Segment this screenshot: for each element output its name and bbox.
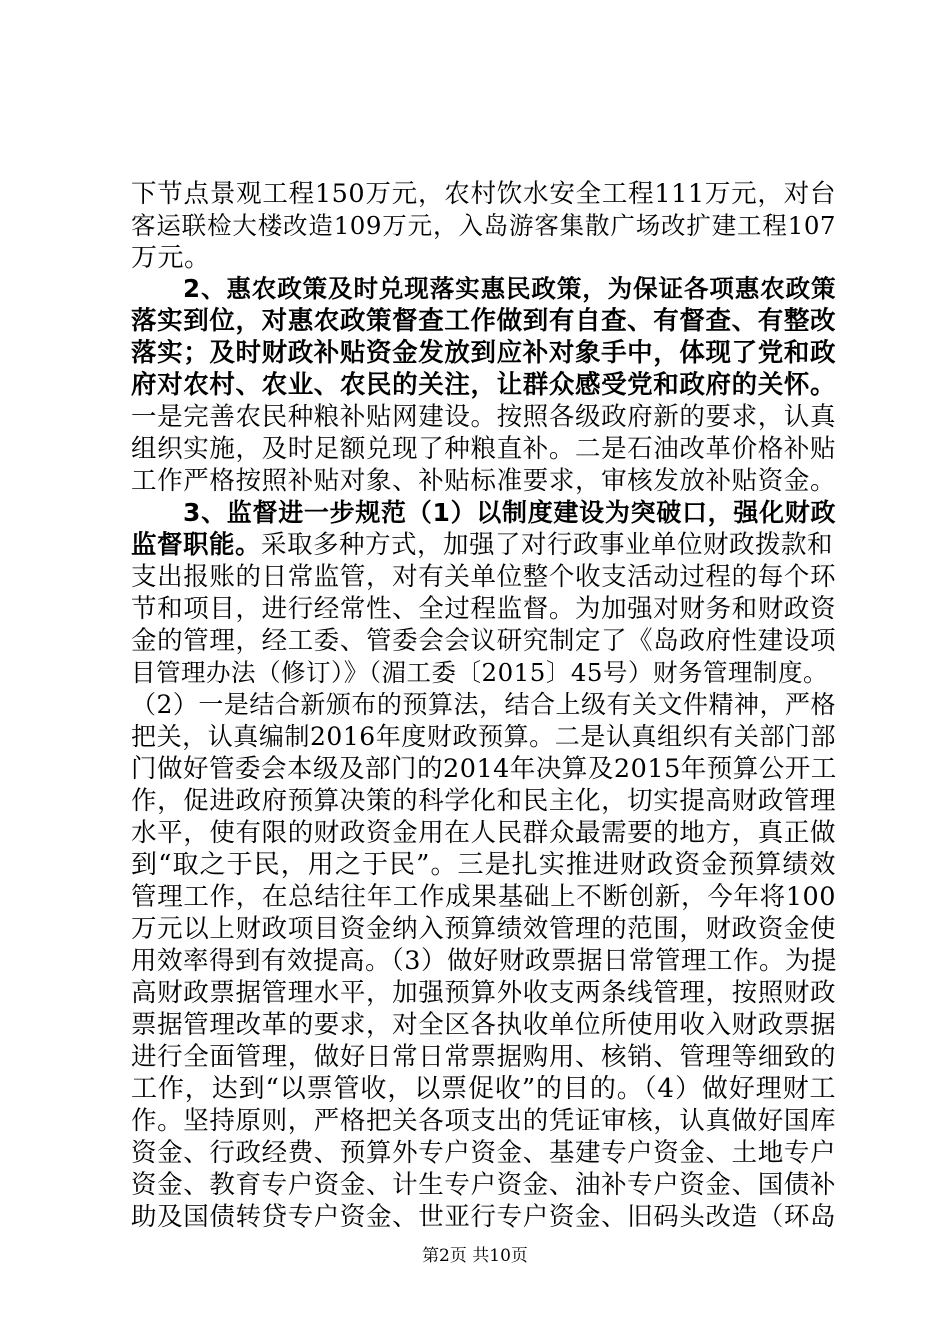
body-line: 一是完善农民种粮补贴网建设。按照各级政府新的要求，认真 [131, 402, 836, 432]
section-heading-line: 2、惠农政策及时兑现落实惠民政策，为保证各项惠农政策 [183, 274, 836, 303]
body-line: 工作严格按照补贴对象、补贴标准要求，审核发放补贴资金。 [131, 466, 836, 496]
body-line: 用效率得到有效提高。（3）做好财政票据日常管理工作。为提 [131, 946, 837, 976]
body-line: 作。坚持原则，严格把关各项支出的凭证审核，认真做好国库 [131, 1106, 836, 1136]
body-line: 水平，使有限的财政资金用在人民群众最需要的地方，真正做 [131, 818, 836, 848]
body-line: 资金、教育专户资金、计生专户资金、油补专户资金、国债补 [131, 1170, 836, 1200]
page-number-footer: 第2页 共10页 [422, 1246, 528, 1266]
body-line: 组织实施，及时足额兑现了种粮直补。二是石油改革价格补贴 [131, 434, 836, 464]
body-text-run: 采取多种方式，加强了对行政事业单位财政拨款和 [261, 530, 834, 560]
body-line: 门做好管委会本级及部门的2014年决算及2015年预算公开工 [131, 754, 837, 784]
section-heading-tail: 监督职能。 [131, 530, 262, 560]
body-line: 支出报账的日常监管，对有关单位整个收支活动过程的每个环 [131, 562, 836, 592]
body-line: 万元。 [131, 243, 211, 273]
body-line: （2）一是结合新颁布的预算法，结合上级有关文件精神，严格 [131, 690, 836, 719]
body-line: 资金、行政经费、预算外专户资金、基建专户资金、土地专户 [131, 1138, 836, 1168]
body-line-mixed [131, 529, 836, 561]
body-line: 目管理办法（修订）》（湄工委〔2015〕45号）财务管理制度。 [131, 658, 829, 687]
body-line: 万元以上财政项目资金纳入预算绩效管理的范围，财政资金使 [131, 914, 836, 944]
body-line: 工作，达到“以票管收，以票促收”的目的。（4）做好理财工 [131, 1074, 836, 1104]
body-line: 助及国债转贷专户资金、世亚行专户资金、旧码头改造（环岛 [131, 1202, 836, 1232]
body-line: 票据管理改革的要求，对全区各执收单位所使用收入财政票据 [131, 1010, 836, 1040]
body-line: 节和项目，进行经常性、全过程监督。为加强对财务和财政资 [131, 594, 836, 624]
section-heading-line: 落实；及时财政补贴资金发放到应补对象手中，体现了党和政 [131, 338, 836, 368]
section-heading-line: 3、监督进一步规范（1）以制度建设为突破口，强化财政 [183, 498, 836, 527]
body-line: 进行全面管理，做好日常日常票据购用、核销、管理等细致的 [131, 1042, 836, 1072]
body-line: 金的管理，经工委、管委会会议研究制定了《岛政府性建设项 [131, 626, 836, 656]
section-heading-line: 落实到位，对惠农政策督查工作做到有自查、有督查、有整改 [131, 306, 836, 336]
body-line: 客运联检大楼改造109万元，入岛游客集散广场改扩建工程107 [131, 211, 836, 240]
body-line: 下节点景观工程150万元，农村饮水安全工程111万元，对台 [131, 179, 836, 209]
body-line: 高财政票据管理水平，加强预算外收支两条线管理，按照财政 [131, 978, 836, 1008]
body-line: 管理工作，在总结往年工作成果基础上不断创新，今年将100 [131, 882, 836, 912]
section-heading-line: 府对农村、农业、农民的关注，让群众感受党和政府的关怀。 [131, 370, 836, 400]
body-line: 作，促进政府预算决策的科学化和民主化，切实提高财政管理 [131, 786, 836, 816]
body-line: 到“取之于民，用之于民”。三是扎实推进财政资金预算绩效 [131, 850, 836, 880]
body-line: 把关，认真编制2016年度财政预算。二是认真组织有关部门部 [131, 722, 836, 751]
